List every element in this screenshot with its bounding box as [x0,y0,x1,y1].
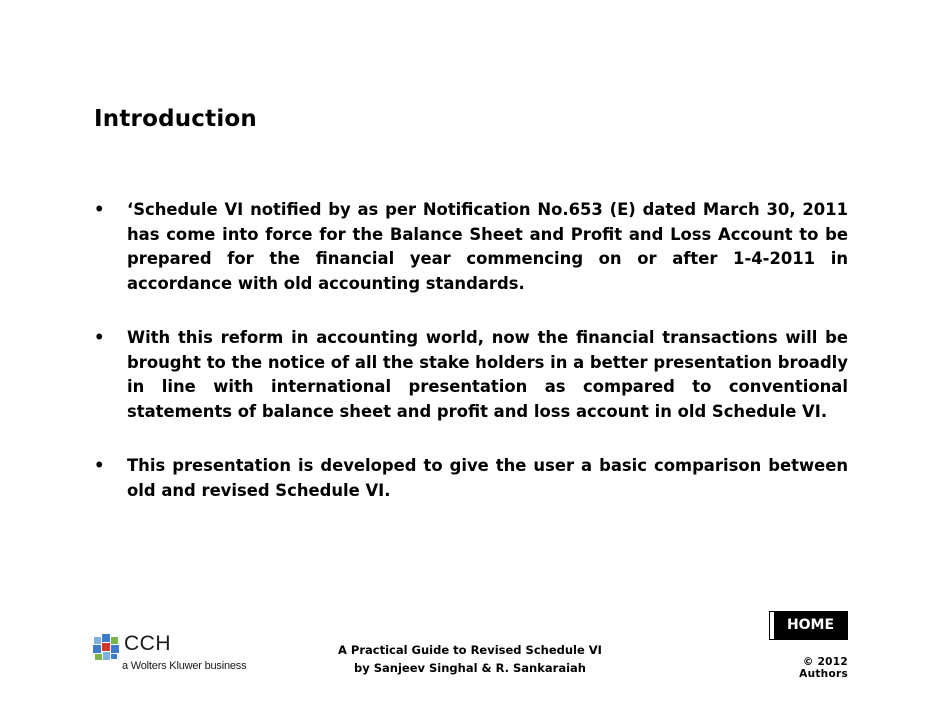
logo-tagline: a Wolters Kluwer business [122,660,247,672]
bullet-item [94,326,848,424]
bullet-text: ‘Schedule VI notified by as per Notification No.653 (E) dated March 30, 2011 has come into force for the Balance Sheet and Profit and Loss Account to be prepared for the financial year commencing on or after 1-4-2011 in accordance with old accounting standards. [127,200,848,293]
cch-logo [91,632,271,676]
bullet-text: This presentation is developed to give the user a basic comparison between old and revised Schedule VI. [127,456,848,500]
bullet-text: With this reform in accounting world, now the financial transactions will be brought to the notice of all the stake holders in a better presentation broadly in line with international presentation as compared to conventional statements of balance sheet and profit and loss account in old Schedule VI. [127,328,848,421]
bullet-item [94,454,848,503]
book-title: A Practical Guide to Revised Schedule VI [338,643,602,657]
bullet-marker: • [94,328,105,347]
bullet-marker: • [94,456,105,475]
home-button[interactable]: HOME [770,612,847,639]
logo-name: CCH [124,632,171,655]
bullet-list [94,198,848,533]
cch-globe-icon [91,632,121,662]
bullet-item [94,198,848,296]
slide-title: Introduction [94,106,257,132]
bullet-marker: • [94,200,105,219]
footer-book-info [320,641,620,677]
book-authors: by Sanjeev Singhal & R. Sankaraiah [354,661,586,675]
copyright-text: © 2012 Authors [799,656,848,680]
